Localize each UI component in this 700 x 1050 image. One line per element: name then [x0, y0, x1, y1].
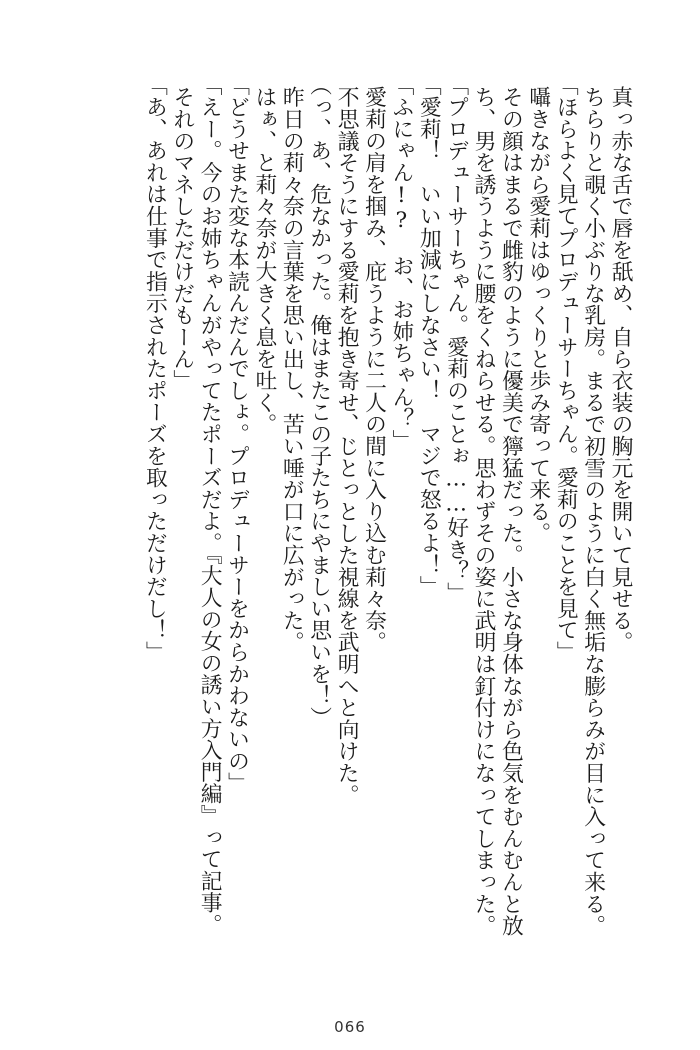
page-number: 066 — [334, 1018, 366, 1036]
vertical-text-block — [141, 74, 634, 986]
dialogue-line: 「プロデューサーちゃん。愛莉のことぉ……好き？」 — [443, 74, 469, 604]
dialogue-line: 「どうせまた変な本読んだんでしょ。プロデューサーをからかわないの」 — [224, 74, 250, 794]
text-line: その顔はまるで雌豹のように優美で獰猛だった。小さな身体ながら色気をむんむんと放 — [498, 86, 524, 937]
text-line: はぁ、と莉々奈が大きく息を吐く。 — [251, 86, 277, 435]
text-line: ちらりと覗く小ぶりな乳房。まるで初雪のように白く無垢な膨らみが目に入って来る。 — [580, 86, 606, 937]
dialogue-line: 「あ、あれは仕事で指示されたポーズを取っただけだし！」 — [142, 74, 168, 663]
dialogue-line: 「ほらよく見てプロデューサーちゃん。愛莉のことを見て」 — [553, 74, 579, 663]
text-line: ち、男を誘うように腰をくねらせる。思わずその姿に武明は釘付けになってしまった。 — [471, 86, 497, 937]
dialogue-line: 「愛莉！ いい加減にしなさい！ マジで怒るよ！」 — [416, 74, 442, 598]
text-line: 昨日の莉々奈の言葉を思い出し、苦い唾が口に広がった。 — [279, 86, 305, 653]
text-line: 不思議そうにする愛莉を抱き寄せ、じとっとした視線を武明へと向けた。 — [334, 86, 360, 806]
dialogue-continuation-line: それのマネしただけだもーん」 — [169, 86, 195, 392]
text-line: 囁きながら愛莉はゆっくりと歩み寄って来る。 — [525, 86, 551, 544]
thought-line: （っ、あ、危なかった。俺はまたこの子たちにやましい思いを！） — [306, 74, 332, 728]
dialogue-line: 「えー。今のお姉ちゃんがやってたポーズだよ。『大人の女の誘い方入門編』って記事。 — [197, 74, 223, 936]
text-line: 愛莉の肩を掴み、庇うように二人の間に入り込む莉々奈。 — [361, 86, 387, 653]
text-line: 真っ赤な舌で唇を舐め、自ら衣装の胸元を開いて見せる。 — [608, 86, 633, 653]
dialogue-line: 「ふにゃん!? お、お姉ちゃん？」 — [388, 74, 414, 451]
